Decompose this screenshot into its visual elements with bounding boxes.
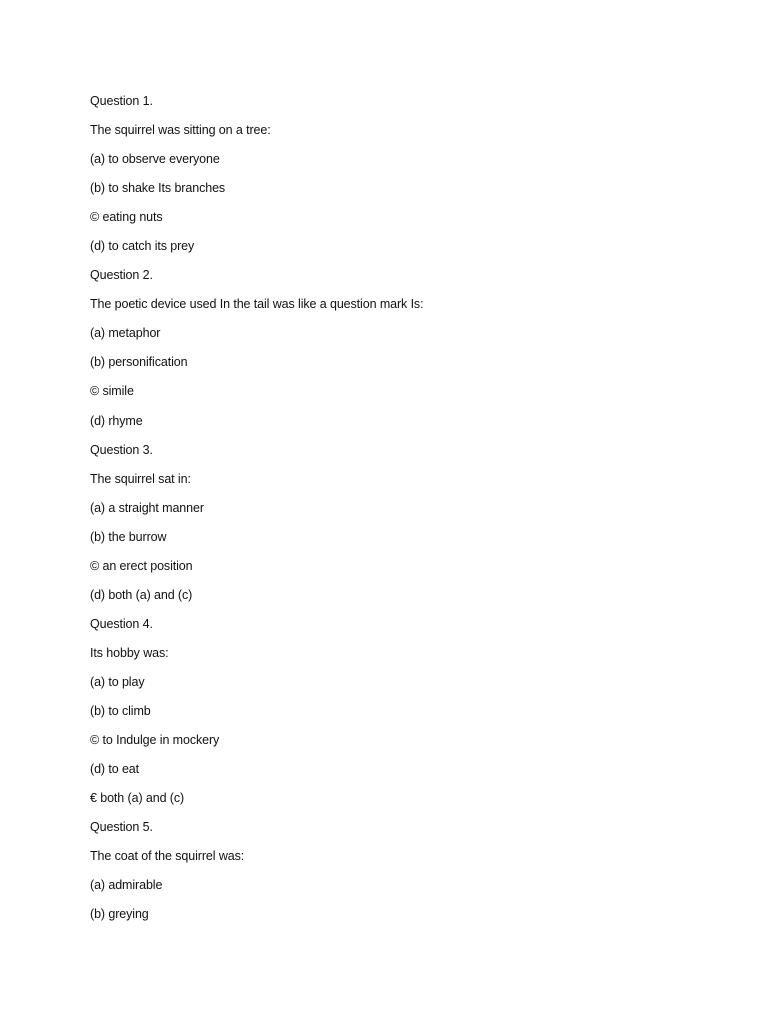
question-heading: Question 5. [90,820,153,835]
question-text: The squirrel was sitting on a tree: [90,123,271,138]
answer-option: © an erect position [90,558,193,573]
answer-option: (b) the burrow [90,529,167,544]
answer-option: © eating nuts [90,210,163,225]
answer-option: (b) personification [90,355,188,370]
answer-option: © to Indulge in mockery [90,733,220,748]
answer-option: (d) to eat [90,762,140,777]
answer-option: € both (a) and (c) [90,791,185,806]
question-heading: Question 2. [90,268,153,283]
answer-option: (a) to observe everyone [90,152,220,167]
answer-option: © simile [90,384,134,399]
answer-option: (d) rhyme [90,413,143,428]
answer-option: (b) greying [90,907,149,922]
answer-option: (a) to play [90,674,145,689]
answer-option: (a) a straight manner [90,500,204,515]
question-text: The squirrel sat in: [90,471,191,486]
answer-option: (b) to climb [90,703,151,718]
document-page [90,91,730,933]
question-text: The coat of the squirrel was: [90,849,245,864]
question-heading: Question 1. [90,94,153,108]
answer-option: (d) both (a) and (c) [90,587,193,602]
answer-option: (b) to shake Its branches [90,181,226,196]
answer-option: (a) metaphor [90,326,161,341]
question-text: The poetic device used In the tail was like a question mark Is: [90,297,424,312]
answer-option: (a) admirable [90,878,163,893]
question-heading: Question 3. [90,442,153,457]
answer-option: (d) to catch its prey [90,239,195,254]
question-heading: Question 4. [90,616,153,631]
question-text: Its hobby was: [90,645,169,660]
